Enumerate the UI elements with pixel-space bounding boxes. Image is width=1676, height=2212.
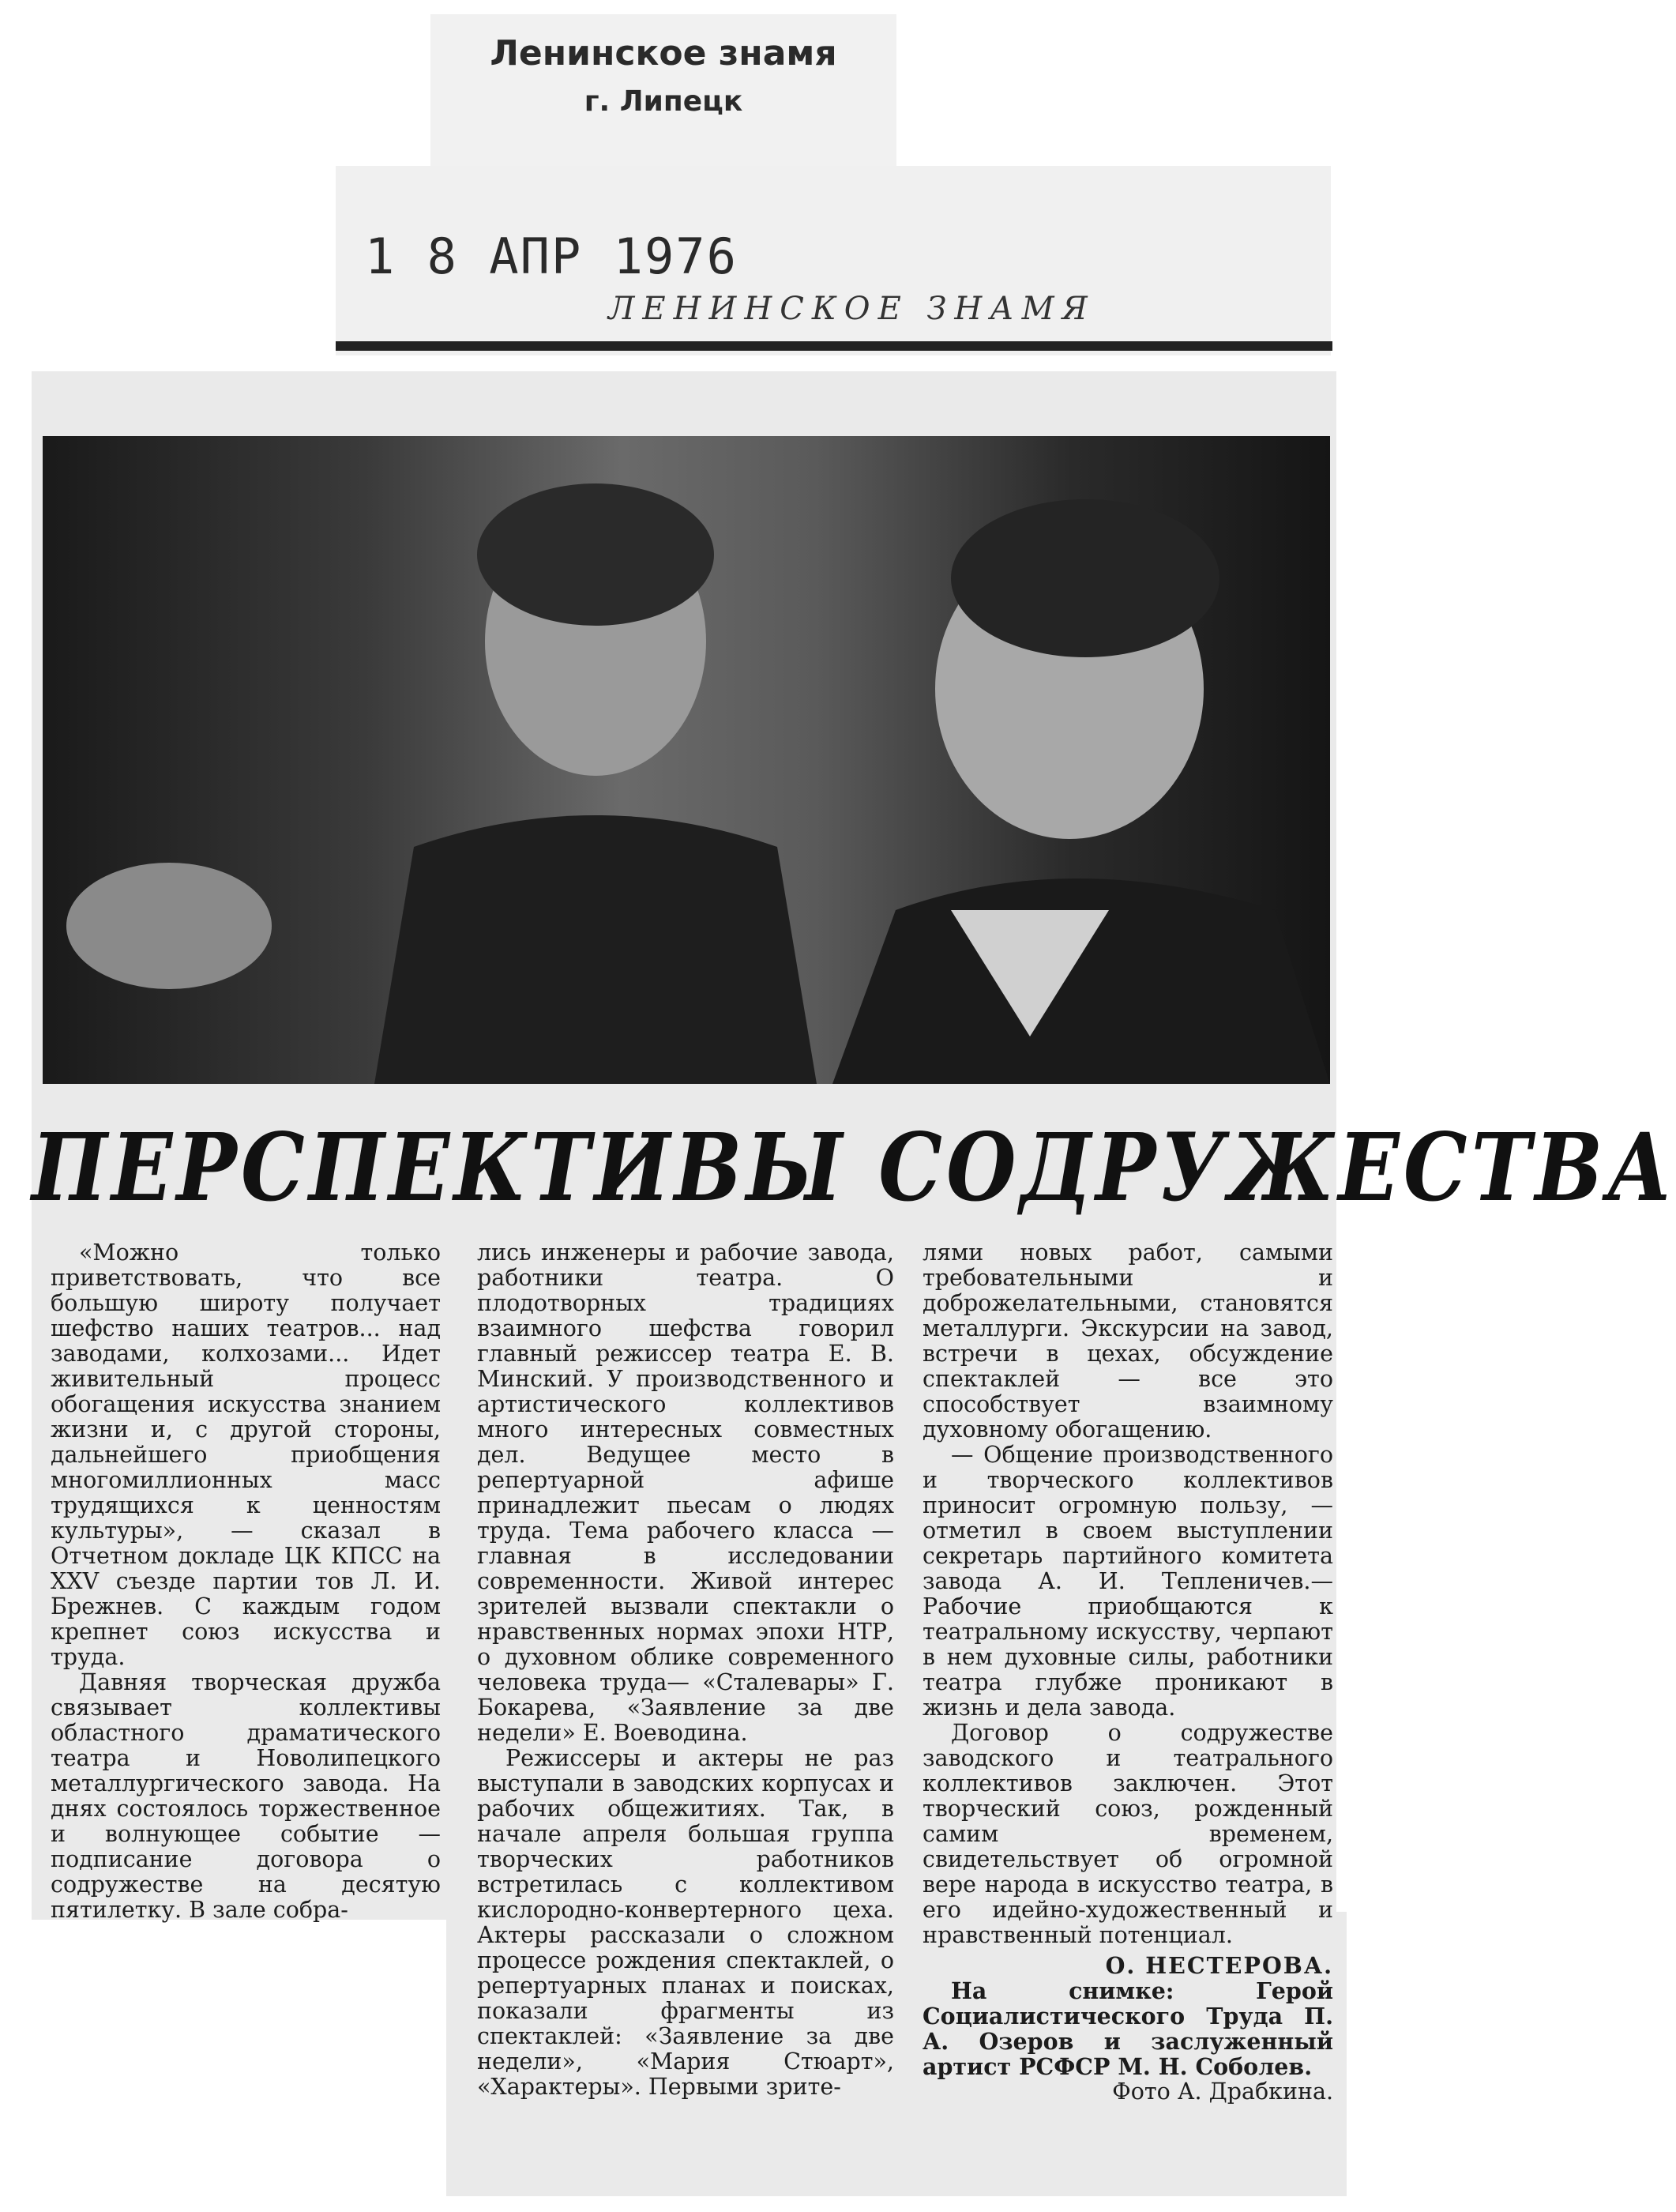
date-stamp: 1 8 АПР 1976 bbox=[365, 228, 738, 285]
article-column-1 bbox=[51, 1240, 441, 1923]
article-photo bbox=[43, 436, 1330, 1084]
article-column-2 bbox=[477, 1240, 894, 2100]
newspaper-masthead: ЛЕНИНСКОЕ ЗНАМЯ bbox=[608, 291, 1095, 327]
article-headline: ПЕРСПЕКТИВЫ СОДРУЖЕСТВА bbox=[32, 1112, 1676, 1222]
photo-caption: На снимке: Герой Социалистического Труда П. А. Озеров и заслуженный артист РСФСР М. Н. Соболев. bbox=[923, 1977, 1333, 2080]
column-3-paragraph: — Общение производственного и творческого коллективов приносит огромную пользу, — отметил в своем выступлении секретарь партийного комитета завода А. И. Тепленичев.— Рабочие приобщаются к театральному искусству, черпают в нем духовные силы, работники театра глубже проникают в жизнь и дела завода. bbox=[923, 1442, 1333, 1721]
clipping-city: г. Липецк bbox=[584, 85, 743, 118]
column-2-paragraph: лись инженеры и рабочие завода, работники театра. О плодотворных традициях взаимного шефства говорил главный режиссер театра Е. В. Минский. У производственного и артистического коллективов много интересных совместных дел. Ведущее место в репертуарной афише принадлежит пьесам о людях труда. Тема рабочего класса — главная в исследовании современности. Живой интерес зрителей вызвали спектакли о нравственных нормах эпохи НТР, о духовном облике современного человека труда— «Сталевары» Г. Бокарева, «Заявление за две недели» Е. Воеводина. bbox=[477, 1240, 894, 1746]
photo-credit: Фото А. Драбкина. bbox=[1112, 2078, 1333, 2105]
article-column-3 bbox=[923, 1240, 1333, 2105]
column-1-paragraph: Давняя творческая дружба связывает коллективы областного драматического театра и Новолипецкого металлургического завода. На днях состоялось торжественное и волнующее событие — подписание договора о содружестве на десятую пятилетку. В зале собра- bbox=[51, 1669, 441, 1923]
clipping-paper-name: Ленинское знамя bbox=[490, 33, 837, 73]
column-3-paragraph: Договор о содружестве заводского и театрального коллективов заключен. Этот творческий союз, рожденный самим временем, свидетельствует об огромной вере народа в искусство театра, в его идейно-художественный и нравственный потенциал. bbox=[923, 1720, 1333, 1948]
column-2-paragraph: Режиссеры и актеры не раз выступали в заводских корпусах и рабочих общежитиях. Так, в начале апреля большая группа творческих работников встретилась с коллективом кислородно-конвертерного цеха. Актеры рассказали о сложном процессе рождения спектаклей, о репертуарных планах и поисках, показали фрагменты из спектаклей: «Заявление за две недели», «Мария Стюарт», «Характеры». Первыми зрите- bbox=[477, 1745, 894, 2100]
masthead-rule bbox=[336, 341, 1332, 351]
author-signature: О. НЕСТЕРОВА. bbox=[1105, 1952, 1333, 1979]
column-3-paragraph: лями новых работ, самыми требовательными и доброжелательными, становятся металлурги. Экскурсии на завод, встречи в цехах, обсуждение спектаклей — все это способствует взаимному духовному обогащению. bbox=[923, 1240, 1333, 1443]
photo-two-men-illustration bbox=[43, 436, 1330, 1084]
column-1-paragraph: «Можно только приветствовать, что все большую широту получает шефство наших театров... над заводами, колхозами... Идет живительный процесс обогащения искусства знанием жизни и, с другой стороны, дальнейшего приобщения многомиллионных масс трудящихся к ценностям культуры», — сказал в Отчетном докладе ЦК КПСС на XXV съезде партии тов Л. И. Брежнев. С каждым годом крепнет союз искусства и труда. bbox=[51, 1240, 441, 1670]
